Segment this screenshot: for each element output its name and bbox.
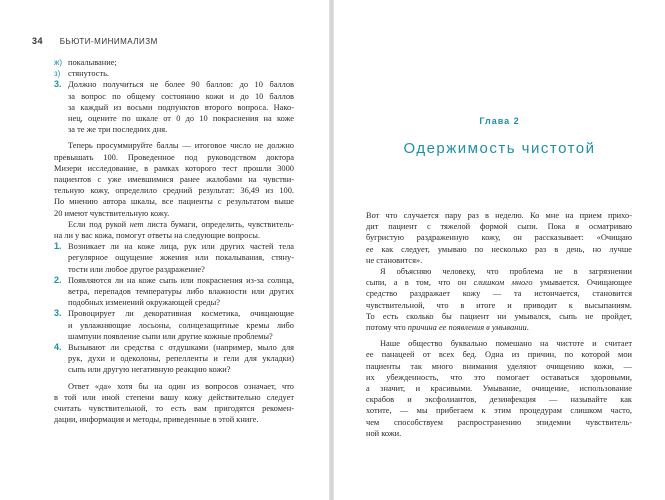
- text-line: тости или любое другое раздражение?: [68, 264, 205, 274]
- list-item: [54, 275, 294, 309]
- text-line: шампуни появление сыпи или другие кожные проблемы?: [68, 331, 273, 341]
- text-line: хотите, — мы прибегаем к этим процедурам слишком часто,: [366, 406, 632, 416]
- text-line: покалывание;: [68, 58, 117, 67]
- list-marker: 2.: [54, 274, 62, 285]
- text-line: Возникает ли на коже лица, рук или других частей тела: [68, 242, 294, 252]
- left-running-header: [32, 36, 158, 46]
- text-line: пациенты так много внимания уделяют очищению кожи, —: [366, 361, 632, 371]
- text-line: пациентов с уже имевшимися ранее жалобами на чувстви-: [54, 175, 294, 185]
- text-line: в той или иной степени вашу кожу действительно следует: [54, 392, 294, 402]
- text-line: рук, духи и одеколоны, репелленты и гели для укладки): [68, 354, 294, 364]
- list-item: [54, 308, 294, 342]
- text-line: Ответ «да» хотя бы на один из вопросов означает, что: [68, 381, 294, 391]
- text-line: Появляются ли на коже сыпь или покраснения из-за солнца,: [68, 275, 294, 285]
- text-line: и увлажняющие лосьоны, солнцезащитные кремы либо: [68, 320, 294, 330]
- paragraph-scores: [54, 140, 294, 218]
- question-list: [54, 241, 294, 375]
- text-line: чувствительной, что в итоге и приводит к высыпаниям.: [366, 300, 632, 310]
- text-line: скрабов и эксфолиантов, дезинфекция — называйте как: [366, 395, 632, 405]
- list-item: [54, 57, 294, 68]
- paragraph-explanation: [366, 266, 632, 333]
- text-line: сыпи, а в том, что он слишком много умывается. Очищающее: [366, 278, 632, 288]
- text-line: ветра, перепадов температуры либо влажности или других: [68, 287, 294, 297]
- text-line: превышать 100. Проведенное под руководством доктора: [54, 152, 294, 162]
- paragraph-no-paper: [54, 219, 294, 241]
- chapter-label: Глава 2: [479, 116, 520, 126]
- text-line: Я объясняю человеку, что проблема не в загрязнении: [380, 267, 632, 277]
- text-line: подобных изменений окружающей среды?: [68, 298, 220, 308]
- text-line: тельную кожу, определило средний результат: 36,49 из 100.: [54, 186, 294, 196]
- text-line: ной кожи.: [366, 428, 402, 438]
- text-line: сыпь или другую негативную реакцию кожи?: [68, 365, 231, 375]
- paragraph-patient-visit: [366, 210, 632, 266]
- text-line: По мнению автора шкалы, все пациенты с результатом выше: [54, 197, 294, 207]
- right-text-column: [366, 210, 632, 439]
- list-item: [54, 342, 294, 376]
- list-item: [54, 241, 294, 275]
- text-line: потому что причина ее появления в умывании.: [366, 323, 529, 333]
- list-marker: 4.: [54, 342, 62, 353]
- list-marker: 3.: [54, 308, 62, 319]
- text-line: на ли у вас кожа, помогут ответы на следующие вопросы.: [54, 231, 260, 241]
- paragraph-conclusion: [54, 381, 294, 426]
- paragraph-cleanliness: [366, 338, 632, 439]
- text-line: Теперь просуммируйте баллы — итоговое число не должно: [68, 141, 294, 151]
- text-line: Провоцирует ли декоративная косметика, очищающие: [68, 309, 294, 319]
- text-line: средство раздражает кожу — та истончается, становится: [366, 289, 632, 299]
- text-line: ее как следует, умываю по несколько раз в день, но лучше: [366, 244, 632, 254]
- right-page: [334, 0, 665, 500]
- list-marker: 3.: [54, 79, 62, 90]
- list-item: [54, 68, 294, 79]
- text-line: Вызывают ли средства с отдушками (например, мыло для: [68, 343, 294, 353]
- text-line: дит пациент с тяжелой формой сыпи. Пока я осматриваю: [366, 222, 632, 232]
- text-line: дации, информация и методы, приведенные в этой книге.: [54, 415, 259, 425]
- text-line: чем способствуем распространению эпидемии чувствитель-: [366, 417, 632, 427]
- list-marker: з): [54, 69, 61, 79]
- top-list: [54, 57, 294, 135]
- list-marker: 1.: [54, 241, 62, 252]
- text-line: за те же три последних дня.: [68, 125, 168, 135]
- text-line: считать чувствительной, то есть вам пригодятся рекомен-: [54, 404, 294, 414]
- chapter-title: Одержимость чистотой: [403, 140, 596, 157]
- text-line: Если под рукой нет листа бумаги, определить, чувствитель-: [68, 219, 295, 229]
- text-line: бугристую раздраженную кожу, он рассказывает: «Очищаю: [366, 233, 632, 243]
- text-line: Наше общество буквально помешано на чистоте и считает: [380, 339, 632, 349]
- text-line: их убежденность, что это помогает оставаться здоровыми,: [366, 372, 632, 382]
- text-line: нец, оцените по шкале от 0 до 10 покраснения на коже: [68, 114, 294, 124]
- left-text-column: [54, 57, 294, 426]
- text-line: То есть сколько бы пациент ни умывался, сыпь не пройдет,: [366, 311, 632, 321]
- text-line: Мизери исследование, в рамках которого тест прошли 3000: [54, 163, 294, 173]
- text-line: регулярное ощущение жжения или покалывания, стяну-: [68, 253, 294, 263]
- text-line: стянутость.: [68, 69, 110, 79]
- left-page: [0, 0, 329, 500]
- text-line: за вопрос по общему состоянию кожи и до 10 баллов: [68, 91, 294, 101]
- list-marker: ж): [54, 58, 63, 67]
- text-line: а значит, и красивыми. Умывание, очищение, использование: [366, 384, 632, 394]
- text-line: не становится».: [366, 255, 423, 265]
- list-item: [54, 79, 294, 135]
- page-number: 34: [32, 36, 44, 46]
- text-line: Вот что случается пару раз в неделю. Ко мне на прием прихо-: [366, 211, 632, 220]
- text-line: за каждый из восьми подпунктов второго вопроса. Нако-: [68, 102, 294, 112]
- running-header-title: БЬЮТИ-МИНИМАЛИЗМ: [59, 37, 158, 46]
- text-line: 20 имеют чувствительную кожу.: [54, 208, 170, 218]
- text-line: ее панацеей от всех бед. Одна из причин, по которой мои: [366, 350, 632, 360]
- text-line: Должно получиться не более 90 баллов: до 10 баллов: [68, 80, 294, 90]
